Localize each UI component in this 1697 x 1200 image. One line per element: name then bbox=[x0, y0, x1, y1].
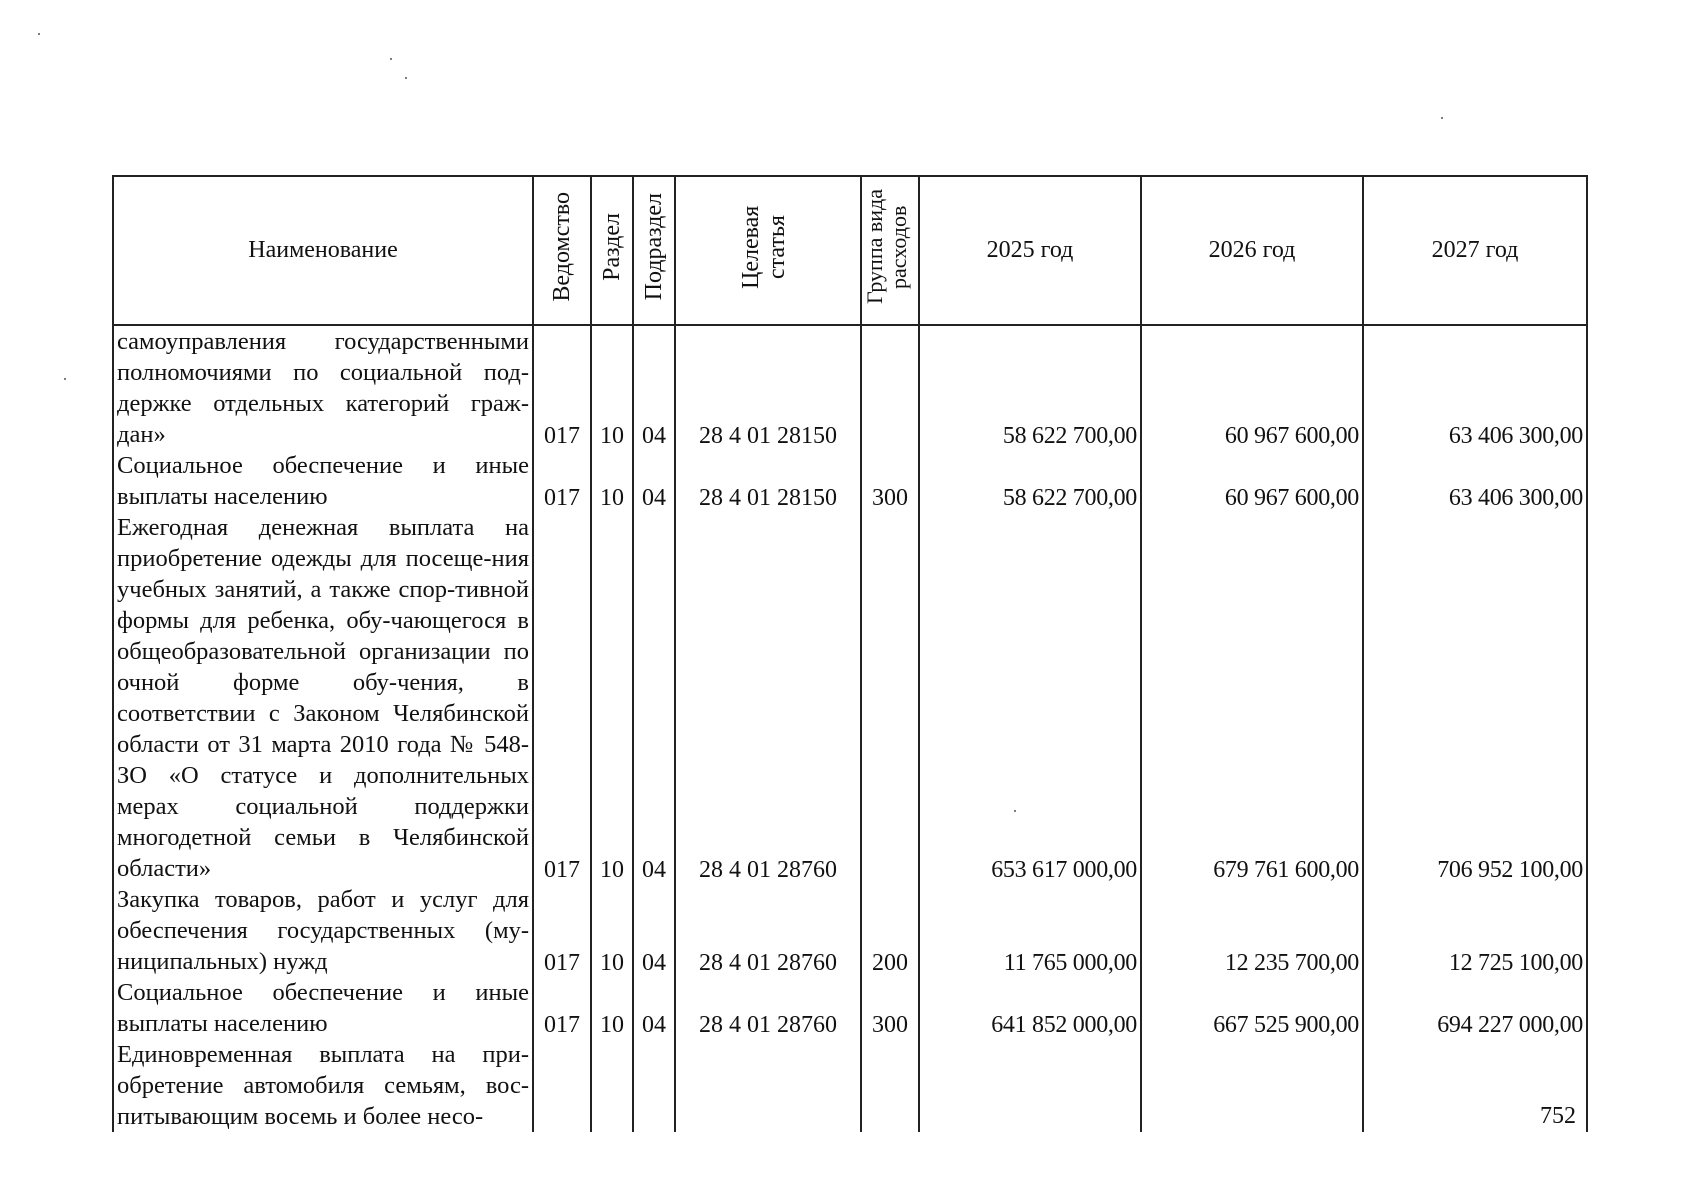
header-department: Ведомство bbox=[533, 176, 591, 325]
row-amount-2025: 58 622 700,00 bbox=[919, 450, 1141, 512]
row-amount-2027: 63 406 300,00 bbox=[1363, 325, 1587, 450]
row-department: 017 bbox=[533, 325, 591, 450]
row-name: Ежегодная денежная выплата на приобретение одежды для посеще-ния учебных занятий, а также спор-тивной формы для ребенка, обу-чающегося в общеобразовательной организации по очной форме обу-чения, в соответствии с Законом Челябинской области от 31 марта 2010 года № 548-ЗО «О статусе и дополнительных мерах социальной поддержки многодетной семьи в Челябинской области» bbox=[113, 512, 533, 884]
row-amount-2026 bbox=[1141, 1039, 1363, 1132]
row-target-item: 28 4 01 28760 bbox=[675, 512, 861, 884]
row-department: 017 bbox=[533, 884, 591, 977]
row-target-item bbox=[675, 1039, 861, 1132]
row-amount-2026: 12 235 700,00 bbox=[1141, 884, 1363, 977]
row-section: 10 bbox=[591, 512, 633, 884]
table-row bbox=[113, 884, 1587, 977]
header-row bbox=[113, 176, 1587, 325]
header-subsection: Подраздел bbox=[633, 176, 675, 325]
row-amount-2025: 58 622 700,00 bbox=[919, 325, 1141, 450]
row-amount-2025 bbox=[919, 1039, 1141, 1132]
row-name: Социальное обеспечение и иные выплаты населению bbox=[113, 977, 533, 1039]
row-section: 10 bbox=[591, 977, 633, 1039]
scan-speck bbox=[64, 378, 66, 380]
row-target-item: 28 4 01 28760 bbox=[675, 977, 861, 1039]
scan-speck bbox=[1441, 117, 1443, 119]
row-department bbox=[533, 1039, 591, 1132]
row-target-item: 28 4 01 28760 bbox=[675, 884, 861, 977]
row-name: Социальное обеспечение и иные выплаты населению bbox=[113, 450, 533, 512]
row-section bbox=[591, 1039, 633, 1132]
row-amount-2027: 706 952 100,00 bbox=[1363, 512, 1587, 884]
row-subsection: 04 bbox=[633, 977, 675, 1039]
row-amount-2025: 653 617 000,00 bbox=[919, 512, 1141, 884]
row-expense-group bbox=[861, 512, 919, 884]
row-section: 10 bbox=[591, 450, 633, 512]
row-amount-2027: 63 406 300,00 bbox=[1363, 450, 1587, 512]
table-row bbox=[113, 512, 1587, 884]
scan-speck bbox=[390, 58, 392, 60]
row-subsection: 04 bbox=[633, 512, 675, 884]
row-expense-group bbox=[861, 325, 919, 450]
row-expense-group: 300 bbox=[861, 977, 919, 1039]
row-amount-2027: 694 227 000,00 bbox=[1363, 977, 1587, 1039]
row-amount-2025: 641 852 000,00 bbox=[919, 977, 1141, 1039]
row-name: самоуправления государственными полномочиями по социальной под-держке отдельных категорий граж-дан» bbox=[113, 325, 533, 450]
header-year-2025: 2025 год bbox=[919, 176, 1141, 325]
scan-speck bbox=[405, 77, 407, 79]
table-row bbox=[113, 977, 1587, 1039]
budget-table bbox=[112, 175, 1588, 1132]
row-amount-2026: 679 761 600,00 bbox=[1141, 512, 1363, 884]
row-amount-2026: 60 967 600,00 bbox=[1141, 325, 1363, 450]
row-subsection bbox=[633, 1039, 675, 1132]
row-name: Закупка товаров, работ и услуг для обеспечения государственных (му-ниципальных) нужд bbox=[113, 884, 533, 977]
header-expense-group: Группа вида расходов bbox=[861, 176, 919, 325]
header-name: Наименование bbox=[113, 176, 533, 325]
row-department: 017 bbox=[533, 450, 591, 512]
row-subsection: 04 bbox=[633, 450, 675, 512]
header-section: Раздел bbox=[591, 176, 633, 325]
header-target-item: Целевая статья bbox=[675, 176, 861, 325]
table-row bbox=[113, 325, 1587, 450]
row-section: 10 bbox=[591, 884, 633, 977]
row-expense-group: 200 bbox=[861, 884, 919, 977]
row-amount-2027: 12 725 100,00 bbox=[1363, 884, 1587, 977]
row-department: 017 bbox=[533, 512, 591, 884]
header-year-2027: 2027 год bbox=[1363, 176, 1587, 325]
row-section: 10 bbox=[591, 325, 633, 450]
row-expense-group bbox=[861, 1039, 919, 1132]
header-year-2026: 2026 год bbox=[1141, 176, 1363, 325]
row-subsection: 04 bbox=[633, 325, 675, 450]
row-amount-2025: 11 765 000,00 bbox=[919, 884, 1141, 977]
row-department: 017 bbox=[533, 977, 591, 1039]
row-expense-group: 300 bbox=[861, 450, 919, 512]
scan-speck bbox=[1014, 810, 1016, 812]
row-target-item: 28 4 01 28150 bbox=[675, 450, 861, 512]
row-target-item: 28 4 01 28150 bbox=[675, 325, 861, 450]
row-subsection: 04 bbox=[633, 884, 675, 977]
row-name: Единовременная выплата на при-обретение автомобиля семьям, вос-питывающим восемь и более несо- bbox=[113, 1039, 533, 1132]
table-row bbox=[113, 1039, 1587, 1132]
table-row bbox=[113, 450, 1587, 512]
row-amount-2026: 667 525 900,00 bbox=[1141, 977, 1363, 1039]
page-number: 752 bbox=[1540, 1103, 1576, 1129]
row-amount-2026: 60 967 600,00 bbox=[1141, 450, 1363, 512]
scan-speck bbox=[38, 33, 40, 35]
